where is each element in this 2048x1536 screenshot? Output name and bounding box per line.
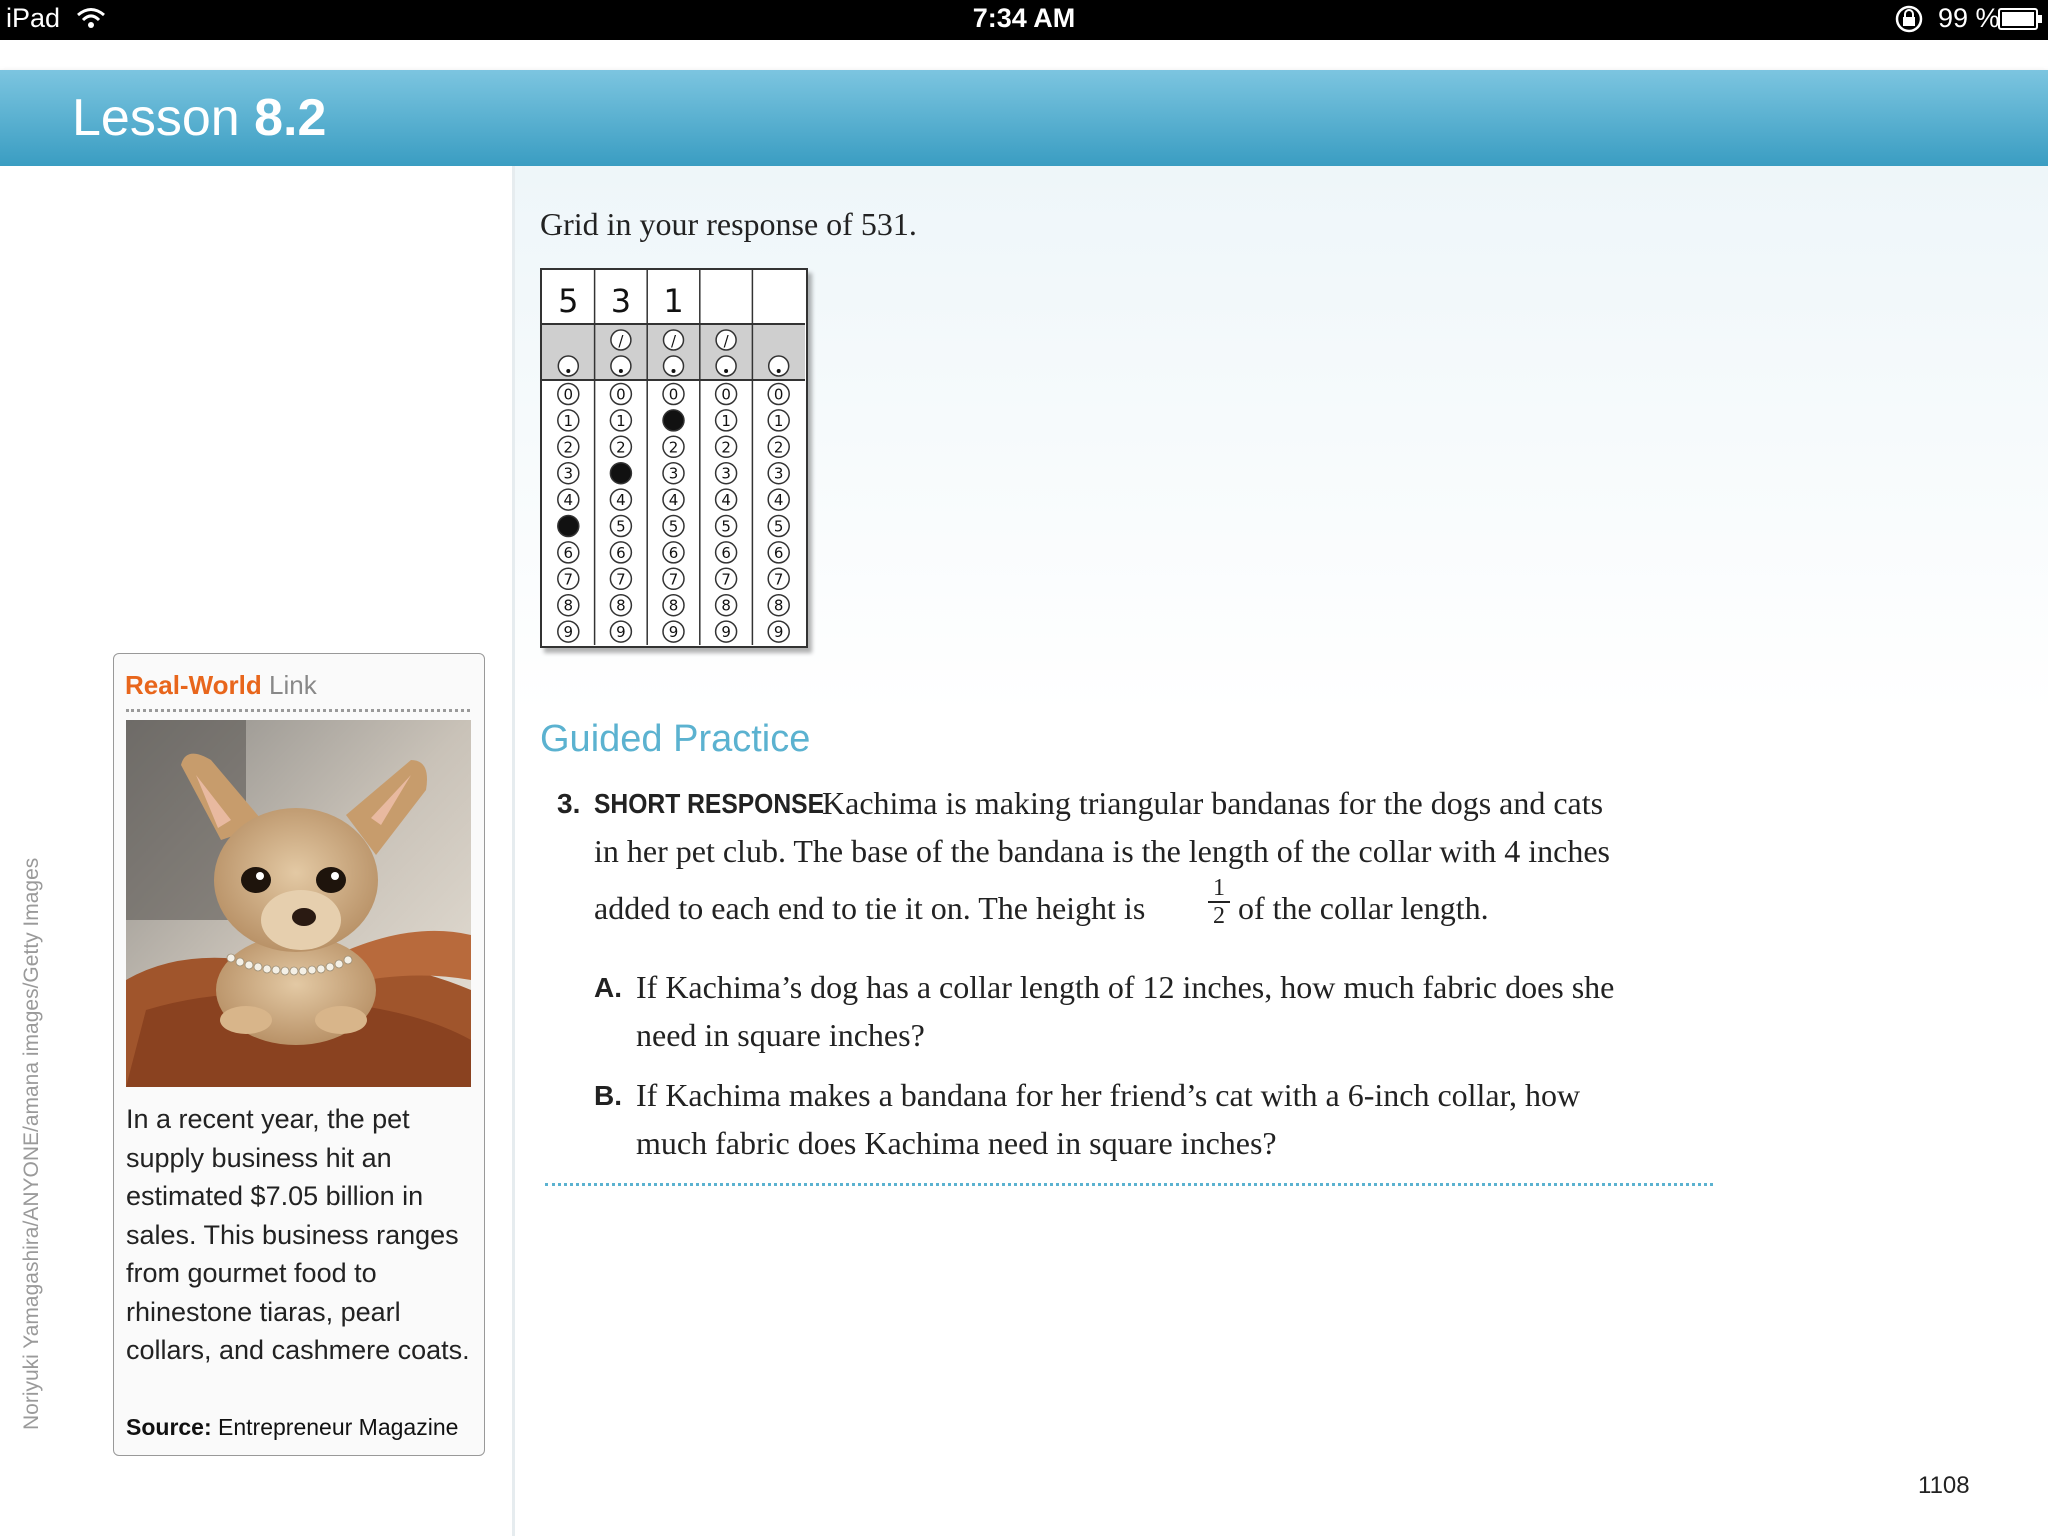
grid-bubble-digit: 4 xyxy=(616,491,626,510)
grid-bubble-digit: 8 xyxy=(668,596,679,615)
grid-bubble-digit: 1 xyxy=(563,411,574,430)
grid-bubble-digit: 0 xyxy=(616,385,626,404)
grid-bubble-digit: 9 xyxy=(773,623,784,642)
grid-bubble-digit: 6 xyxy=(773,543,784,562)
grid-bubble-digit: 5 xyxy=(721,517,731,536)
grid-entry-digit: 1 xyxy=(663,282,684,320)
grid-bubble-digit: 9 xyxy=(616,623,626,642)
grid-bubble-digit: 2 xyxy=(773,438,784,457)
grid-bubble-digit: 4 xyxy=(721,491,731,510)
grid-bubble-digit: 2 xyxy=(721,438,731,457)
question-number: 3. xyxy=(557,788,581,819)
page-number: 1108 xyxy=(1918,1472,1970,1499)
grid-bubble-digit: 7 xyxy=(563,570,574,589)
grid-decimal-point xyxy=(777,369,781,373)
part-b-line-2: much fabric does Kachima need in square inches? xyxy=(636,1125,1277,1161)
grid-bubble-digit: 9 xyxy=(721,623,731,642)
question-line-1: Kachima is making triangular bandanas for the dogs and cats xyxy=(822,785,1604,821)
grid-bubble-digit: 9 xyxy=(668,623,679,642)
lesson-header xyxy=(0,70,2048,166)
grid-bubble-digit: 2 xyxy=(563,438,574,457)
battery-icon xyxy=(1998,8,2038,30)
dotted-divider xyxy=(126,709,470,712)
grid-bubble-digit: 5 xyxy=(773,517,784,536)
grid-bubble-digit: 4 xyxy=(773,491,784,510)
fraction-one-half xyxy=(1208,876,1230,928)
part-b-letter: B. xyxy=(594,1080,622,1111)
grid-bubble-digit: 5 xyxy=(616,517,626,536)
lesson-number: 8.2 xyxy=(254,89,327,147)
grid-bubble-digit: 5 xyxy=(668,517,679,536)
grid-bubble-digit: 4 xyxy=(668,491,679,510)
grid-bubble-digit: 8 xyxy=(563,596,574,615)
grid-entry-digit: 5 xyxy=(558,282,579,320)
real-world-link-card xyxy=(113,653,485,1456)
guided-practice-title: Guided Practice xyxy=(540,718,811,760)
grid-bubble-digit: 8 xyxy=(721,596,731,615)
section-end-divider xyxy=(545,1183,1713,1186)
source-value: Entrepreneur Magazine xyxy=(218,1414,459,1440)
grid-bubble-digit: 6 xyxy=(563,543,574,562)
grid-bubble-digit: 2 xyxy=(616,438,626,457)
question-line-3-start: added to each end to tie it on. The height is xyxy=(594,890,1146,926)
grid-slash-label: / xyxy=(618,332,624,350)
grid-bubble-digit: 3 xyxy=(721,464,731,483)
grid-bubble-digit: 8 xyxy=(773,596,784,615)
grid-bubble-digit: 7 xyxy=(616,570,626,589)
grid-bubble-digit: 3 xyxy=(773,464,784,483)
fraction-numerator: 1 xyxy=(1213,875,1225,901)
grid-bubble-digit: 3 xyxy=(563,464,574,483)
lesson-title xyxy=(72,88,326,148)
grid-bubble-digit: 0 xyxy=(563,385,574,404)
grid-bubble-filled xyxy=(558,516,579,537)
photo-credit: Noriyuki Yamagashira/ANYONE/amana images/Getty Images xyxy=(20,857,43,1430)
grid-bubble-digit: 6 xyxy=(721,543,731,562)
answer-grid-svg xyxy=(542,270,805,645)
grid-bubble-digit: 4 xyxy=(563,491,574,510)
grid-bubble-digit: 0 xyxy=(773,385,784,404)
grid-bubble-digit: 3 xyxy=(668,464,679,483)
link-label: Link xyxy=(269,670,317,700)
grid-bubble-digit: 8 xyxy=(616,596,626,615)
grid-decimal-point xyxy=(672,369,676,373)
grid-slash-label: / xyxy=(723,332,729,350)
status-bar xyxy=(0,0,2048,40)
question-line-2: in her pet club. The base of the bandana is the length of the collar with 4 inches xyxy=(594,833,1610,869)
real-world-text: In a recent year, the pet supply business hit an estimated $7.05 billion in sales. This business ranges from gourmet food to rhinestone tiaras, pearl collars, and cashmere coats. xyxy=(126,1104,470,1365)
part-a-line-1: If Kachima’s dog has a collar length of 12 inches, how much fabric does she xyxy=(636,969,1615,1005)
question-line-3-end: of the collar length. xyxy=(1238,890,1489,926)
grid-bubble-digit: 7 xyxy=(668,570,679,589)
carrier-label: iPad xyxy=(6,3,61,33)
grid-bubble-digit: 1 xyxy=(721,411,731,430)
clock: 7:34 AM xyxy=(972,3,1076,33)
lesson-word: Lesson xyxy=(72,89,240,147)
grid-bubble-filled xyxy=(610,463,631,484)
grid-bubble-digit: 7 xyxy=(721,570,731,589)
real-world-link-heading xyxy=(125,670,317,701)
grid-prompt: Grid in your response of 531. xyxy=(540,206,917,242)
grid-decimal-point xyxy=(724,369,728,373)
grid-bubble-digit: 7 xyxy=(773,570,784,589)
grid-bubble-filled xyxy=(663,410,684,431)
grid-bubble-digit: 2 xyxy=(668,438,679,457)
battery-percent: 99 % xyxy=(1938,3,2000,33)
grid-bubble-digit: 0 xyxy=(668,385,679,404)
part-a-line-2: need in square inches? xyxy=(636,1017,925,1053)
grid-decimal-point xyxy=(619,369,623,373)
chihuahua-photo xyxy=(126,720,471,1087)
real-world-label: Real-World xyxy=(125,670,262,700)
grid-bubble-digit: 9 xyxy=(563,623,574,642)
rotation-lock-icon xyxy=(1893,4,1925,41)
grid-bubble-digit: 6 xyxy=(668,543,679,562)
grid-entry-digit: 3 xyxy=(610,282,632,320)
grid-bubble-digit: 6 xyxy=(616,543,626,562)
grid-bubble-digit: 1 xyxy=(773,411,784,430)
grid-bubble-digit: 1 xyxy=(616,411,626,430)
part-a-letter: A. xyxy=(594,972,622,1003)
grid-decimal-point xyxy=(566,369,570,373)
source-label: Source: xyxy=(126,1414,212,1440)
answer-grid xyxy=(540,268,808,648)
fraction-denominator: 2 xyxy=(1213,903,1225,929)
grid-slash-label: / xyxy=(670,332,677,350)
source-line xyxy=(126,1414,458,1441)
question-type-label: SHORT RESPONSE xyxy=(594,788,825,819)
part-b-line-1: If Kachima makes a bandana for her friend’s cat with a 6-inch collar, how xyxy=(636,1077,1581,1113)
grid-bubble-digit: 0 xyxy=(721,385,731,404)
